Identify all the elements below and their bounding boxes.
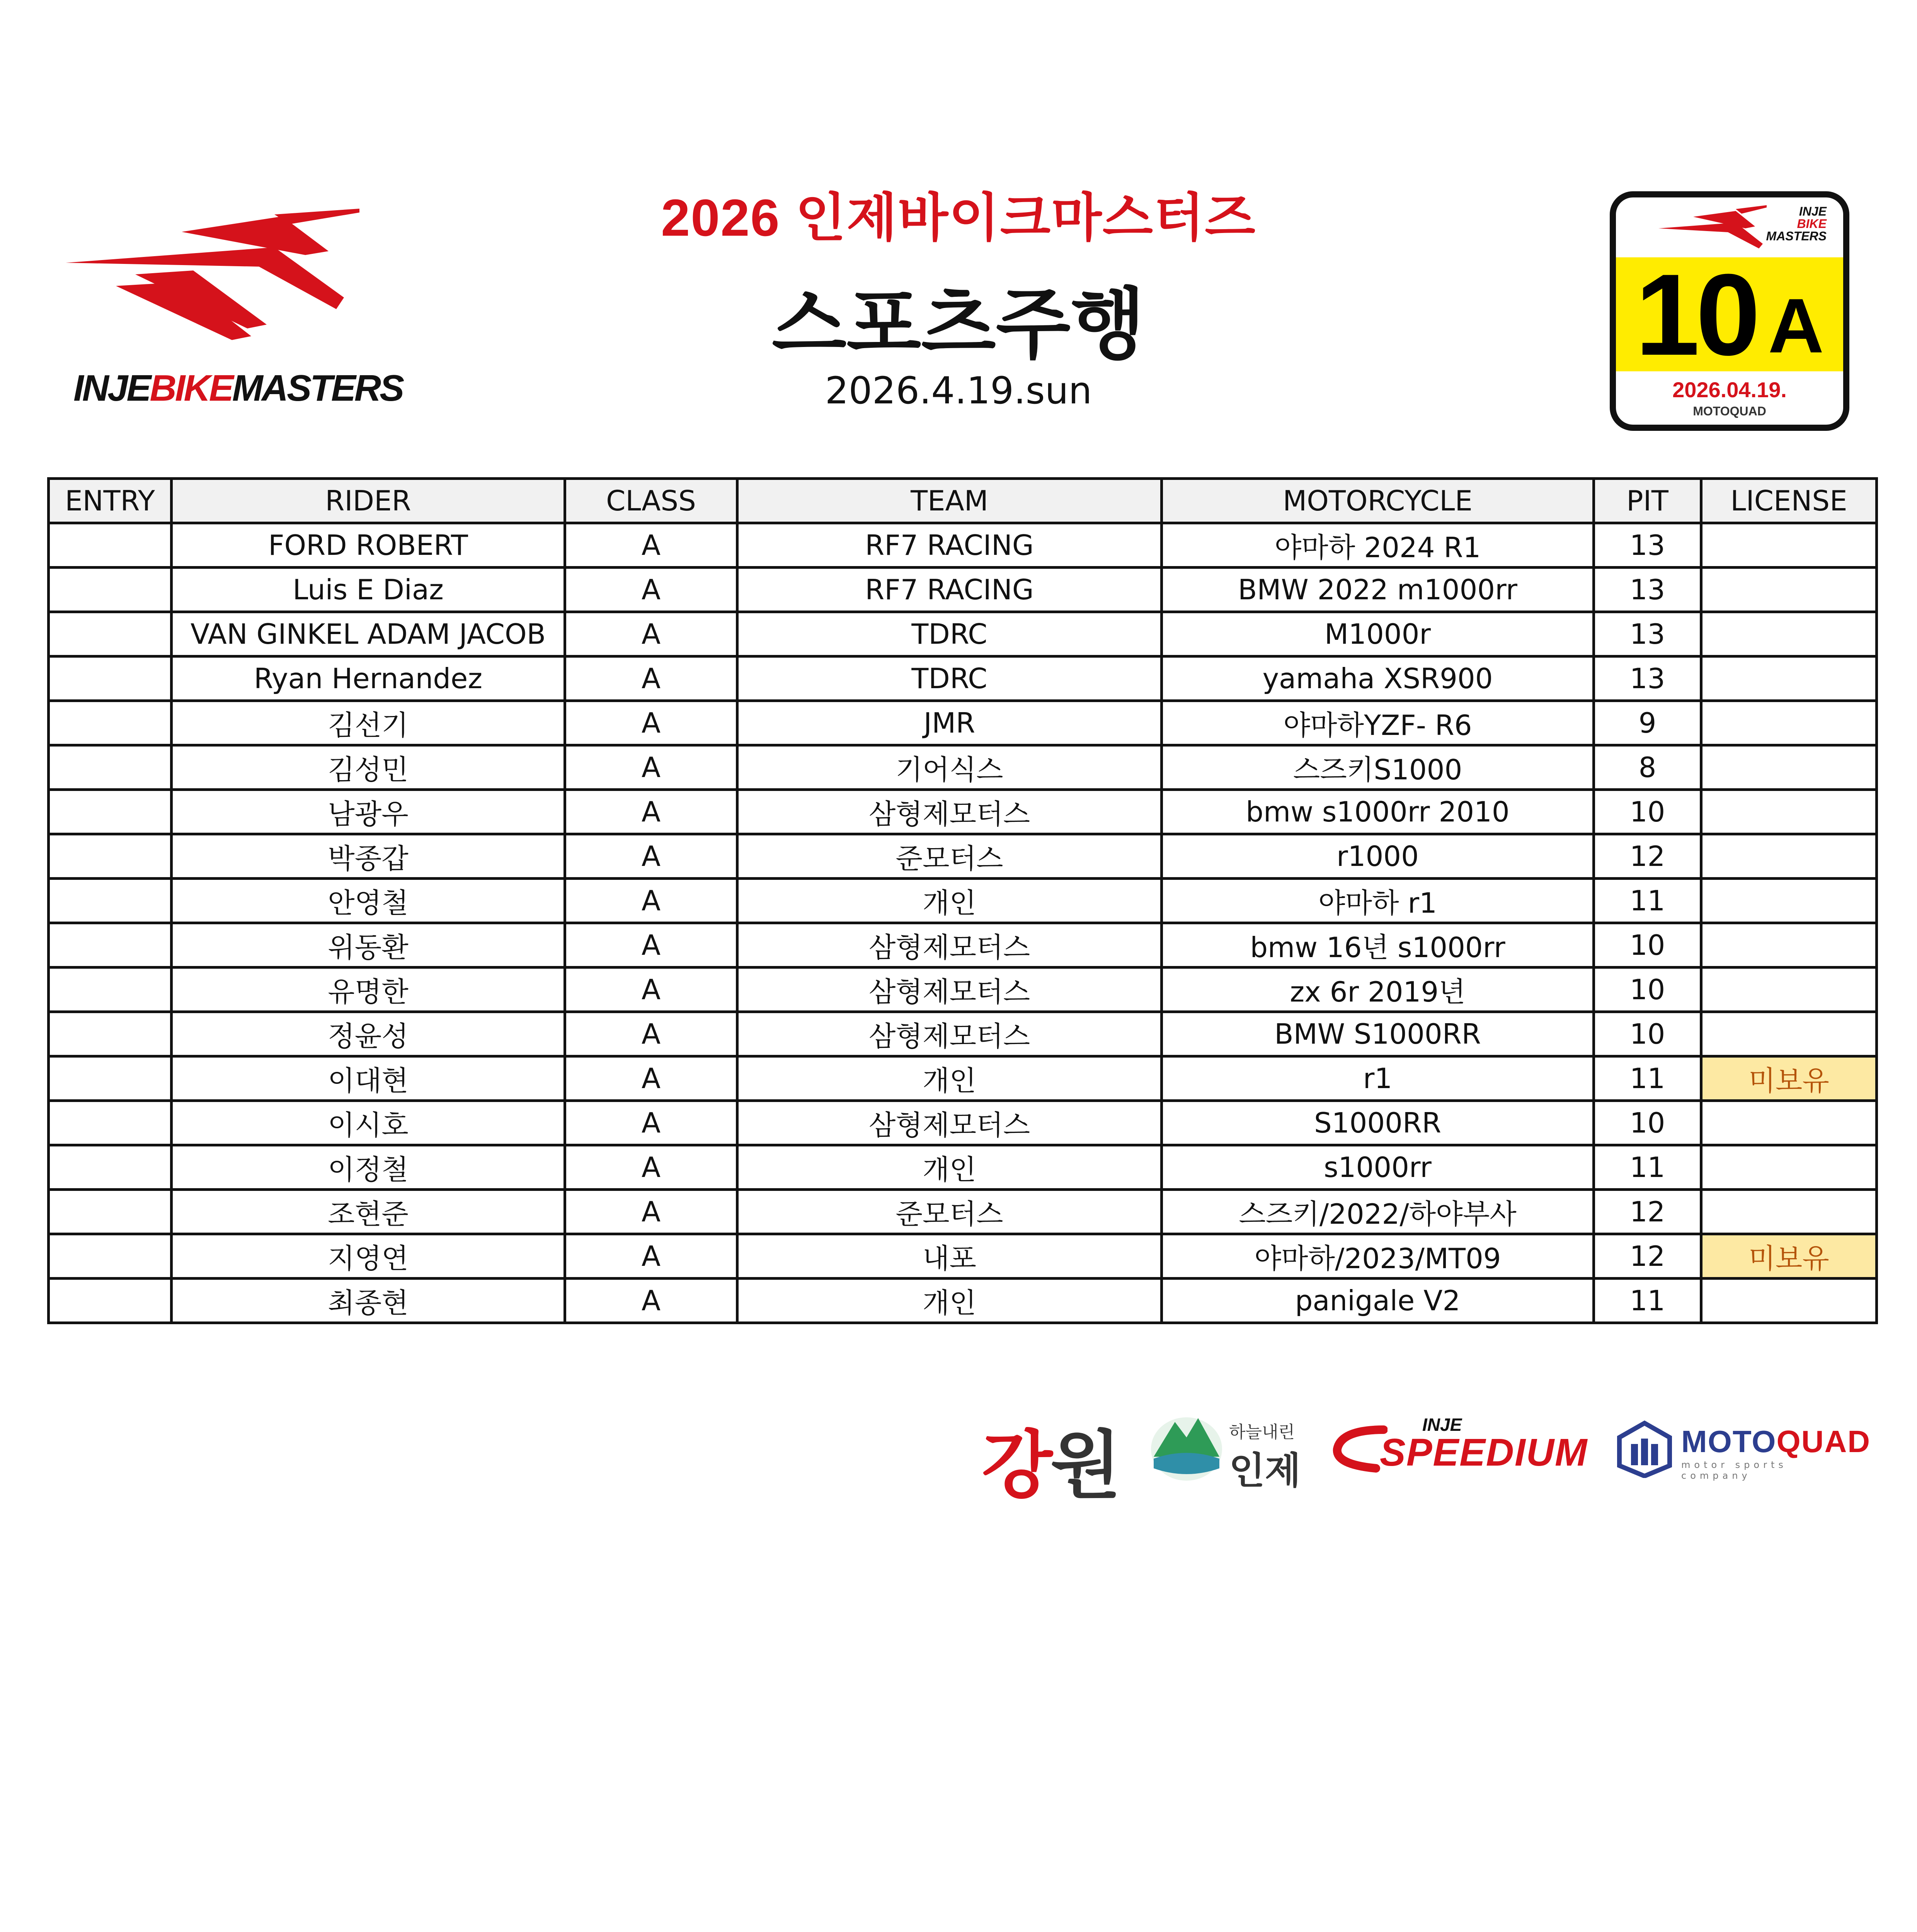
rider-cell: 이정철	[172, 1145, 565, 1190]
speedium-logo-title: SPEEDIUM	[1380, 1431, 1588, 1474]
class-cell: A	[565, 968, 737, 1012]
class-cell: A	[565, 790, 737, 834]
badge-number-band	[1616, 249, 1843, 379]
table-row	[49, 790, 1877, 834]
motorcycle-cell: s1000rr	[1162, 1145, 1594, 1190]
rider-cell: 이대현	[172, 1056, 565, 1101]
motorcycle-cell: bmw 16년 s1000rr	[1162, 923, 1594, 968]
team-cell: 개인	[737, 1145, 1162, 1190]
license-cell	[1701, 745, 1877, 790]
license-cell	[1701, 656, 1877, 701]
rider-cell: 위동환	[172, 923, 565, 968]
team-cell: TDRC	[737, 612, 1162, 656]
pit-cell: 13	[1594, 612, 1701, 656]
pit-cell: 13	[1594, 656, 1701, 701]
inje-county-logo	[1140, 1406, 1302, 1492]
group-letter: A	[1768, 282, 1824, 369]
motorcycle-cell: BMW S1000RR	[1162, 1012, 1594, 1056]
pit-cell: 10	[1594, 923, 1701, 968]
rider-cell: 지영연	[172, 1234, 565, 1279]
rider-cell: Luis E Diaz	[172, 568, 565, 612]
badge-logo-wordmark: INJE BIKE MASTERS	[1766, 204, 1827, 243]
entry-cell	[49, 1190, 172, 1234]
motorcycle-cell: 스즈키/2022/하야부사	[1162, 1190, 1594, 1234]
license-cell	[1701, 612, 1877, 656]
team-cell: 개인	[737, 879, 1162, 923]
entry-cell	[49, 1234, 172, 1279]
team-cell: 삼형제모터스	[737, 790, 1162, 834]
rider-cell: 박종갑	[172, 834, 565, 879]
column-header-team: TEAM	[737, 479, 1162, 523]
column-header-motorcycle: MOTORCYCLE	[1162, 479, 1594, 523]
license-cell	[1701, 568, 1877, 612]
team-cell: 삼형제모터스	[737, 923, 1162, 968]
table-row	[49, 656, 1877, 701]
motoquad-emblem-icon	[1616, 1420, 1674, 1478]
group-badge	[1610, 191, 1849, 431]
column-header-pit: PIT	[1594, 479, 1701, 523]
class-cell: A	[565, 834, 737, 879]
license-cell	[1701, 1279, 1877, 1323]
license-cell	[1701, 879, 1877, 923]
badge-date: 2026.04.19.	[1672, 378, 1787, 402]
inje-logo-subtitle: 하늘내린	[1229, 1422, 1295, 1442]
class-cell: A	[565, 1234, 737, 1279]
pit-cell: 11	[1594, 1279, 1701, 1323]
license-cell	[1701, 834, 1877, 879]
license-cell: 미보유	[1701, 1234, 1877, 1279]
entry-cell	[49, 834, 172, 879]
motorcycle-cell: yamaha XSR900	[1162, 656, 1594, 701]
pit-cell: 11	[1594, 879, 1701, 923]
table-row	[49, 834, 1877, 879]
team-cell: 삼형제모터스	[737, 968, 1162, 1012]
table-row	[49, 612, 1877, 656]
motorcycle-cell: 야마하 2024 R1	[1162, 523, 1594, 568]
table-row	[49, 568, 1877, 612]
table-header-row	[49, 479, 1877, 523]
pit-cell: 13	[1594, 568, 1701, 612]
pit-cell: 11	[1594, 1056, 1701, 1101]
pit-cell: 10	[1594, 968, 1701, 1012]
motorcycle-cell: r1000	[1162, 834, 1594, 879]
motorcycle-cell: M1000r	[1162, 612, 1594, 656]
entry-cell	[49, 1012, 172, 1056]
motorcycle-cell: 야마하YZF- R6	[1162, 701, 1594, 745]
table-row	[49, 701, 1877, 745]
entry-cell	[49, 1101, 172, 1145]
team-cell: 준모터스	[737, 1190, 1162, 1234]
gangwon-logo: 강원	[982, 1425, 1119, 1507]
license-cell	[1701, 1101, 1877, 1145]
class-cell: A	[565, 879, 737, 923]
pit-cell: 12	[1594, 1190, 1701, 1234]
entry-cell	[49, 612, 172, 656]
rider-cell: 최종현	[172, 1279, 565, 1323]
class-cell: A	[565, 923, 737, 968]
logo-wordmark: INJEBIKEMASTERS	[73, 367, 403, 409]
speedium-swoosh-icon	[1330, 1422, 1388, 1476]
class-cell: A	[565, 1190, 737, 1234]
table-body	[49, 523, 1877, 1323]
entry-cell	[49, 701, 172, 745]
rider-cell: Ryan Hernandez	[172, 656, 565, 701]
team-cell: RF7 RACING	[737, 523, 1162, 568]
license-cell	[1701, 968, 1877, 1012]
rider-cell: 유명한	[172, 968, 565, 1012]
event-title: 2026 인제바이크마스터즈	[661, 189, 1256, 247]
inje-mountain-icon	[1148, 1410, 1225, 1484]
license-cell: 미보유	[1701, 1056, 1877, 1101]
table-row	[49, 1145, 1877, 1190]
class-cell: A	[565, 1012, 737, 1056]
entry-cell	[49, 923, 172, 968]
table-row	[49, 1190, 1877, 1234]
team-cell: 삼형제모터스	[737, 1101, 1162, 1145]
motoquad-logo-tagline: motor sports company	[1681, 1459, 1787, 1481]
rider-cell: 이시호	[172, 1101, 565, 1145]
license-cell	[1701, 1145, 1877, 1190]
rider-cell: FORD ROBERT	[172, 523, 565, 568]
motorcycle-cell: bmw s1000rr 2010	[1162, 790, 1594, 834]
speedium-logo-subtitle: INJE	[1422, 1415, 1462, 1435]
table-row	[49, 1056, 1877, 1101]
team-cell: TDRC	[737, 656, 1162, 701]
class-cell: A	[565, 523, 737, 568]
rider-cell: VAN GINKEL ADAM JACOB	[172, 612, 565, 656]
team-cell: 내포	[737, 1234, 1162, 1279]
table-row	[49, 1234, 1877, 1279]
class-cell: A	[565, 1145, 737, 1190]
entry-table	[47, 477, 1878, 1324]
table-row	[49, 523, 1877, 568]
entry-cell	[49, 568, 172, 612]
motorcycle-cell: zx 6r 2019년	[1162, 968, 1594, 1012]
team-cell: 준모터스	[737, 834, 1162, 879]
column-header-entry: ENTRY	[49, 479, 172, 523]
pit-cell: 12	[1594, 834, 1701, 879]
motorcycle-cell: 야마하/2023/MT09	[1162, 1234, 1594, 1279]
pit-cell: 10	[1594, 1101, 1701, 1145]
license-cell	[1701, 790, 1877, 834]
session-title: 스포츠주행	[771, 282, 1145, 368]
license-cell	[1701, 523, 1877, 568]
entry-cell	[49, 1145, 172, 1190]
entry-cell	[49, 523, 172, 568]
pit-cell: 8	[1594, 745, 1701, 790]
license-cell	[1701, 1190, 1877, 1234]
pit-cell: 12	[1594, 1234, 1701, 1279]
rider-cell: 안영철	[172, 879, 565, 923]
motorcycle-cell: r1	[1162, 1056, 1594, 1101]
license-cell	[1701, 701, 1877, 745]
license-cell	[1701, 923, 1877, 968]
class-cell: A	[565, 1279, 737, 1323]
pit-cell: 11	[1594, 1145, 1701, 1190]
entry-cell	[49, 790, 172, 834]
class-cell: A	[565, 701, 737, 745]
column-header-license: LICENSE	[1701, 479, 1877, 523]
team-cell: 기어식스	[737, 745, 1162, 790]
pit-cell: 13	[1594, 523, 1701, 568]
motorcycle-cell: S1000RR	[1162, 1101, 1594, 1145]
entry-cell	[49, 745, 172, 790]
license-cell	[1701, 1012, 1877, 1056]
motoquad-logo	[1612, 1416, 1871, 1482]
rider-cell: 김성민	[172, 745, 565, 790]
class-cell: A	[565, 1101, 737, 1145]
motorcycle-cell: 야마하 r1	[1162, 879, 1594, 923]
entry-cell	[49, 1056, 172, 1101]
table-row	[49, 968, 1877, 1012]
column-header-rider: RIDER	[172, 479, 565, 523]
motorcycle-cell: panigale V2	[1162, 1279, 1594, 1323]
event-date: 2026.4.19.sun	[825, 369, 1092, 412]
table-row	[49, 923, 1877, 968]
team-cell: 개인	[737, 1056, 1162, 1101]
table-row	[49, 1279, 1877, 1323]
table-row	[49, 745, 1877, 790]
entry-cell	[49, 968, 172, 1012]
team-cell: 개인	[737, 1279, 1162, 1323]
team-cell: JMR	[737, 701, 1162, 745]
rider-cell: 정윤성	[172, 1012, 565, 1056]
motorcycle-cell: BMW 2022 m1000rr	[1162, 568, 1594, 612]
inje-speedium-logo	[1330, 1414, 1592, 1480]
pit-cell: 10	[1594, 790, 1701, 834]
class-cell: A	[565, 656, 737, 701]
table-row	[49, 1012, 1877, 1056]
team-cell: 삼형제모터스	[737, 1012, 1162, 1056]
column-header-class: CLASS	[565, 479, 737, 523]
class-cell: A	[565, 568, 737, 612]
badge-brand: MOTOQUAD	[1693, 404, 1766, 418]
motoquad-logo-title: MOTOQUAD	[1681, 1424, 1871, 1459]
table-row	[49, 879, 1877, 923]
rider-cell: 남광우	[172, 790, 565, 834]
table-row	[49, 1101, 1877, 1145]
class-cell: A	[565, 1056, 737, 1101]
motorcycle-cell: 스즈키S1000	[1162, 745, 1594, 790]
rider-cell: 김선기	[172, 701, 565, 745]
class-cell: A	[565, 745, 737, 790]
entry-cell	[49, 656, 172, 701]
pit-cell: 9	[1594, 701, 1701, 745]
pit-cell: 10	[1594, 1012, 1701, 1056]
entry-cell	[49, 1279, 172, 1323]
group-number: 10	[1635, 249, 1757, 379]
class-cell: A	[565, 612, 737, 656]
team-cell: RF7 RACING	[737, 568, 1162, 612]
entry-cell	[49, 879, 172, 923]
inje-logo-title: 인제	[1229, 1449, 1301, 1492]
rider-cell: 조현준	[172, 1190, 565, 1234]
